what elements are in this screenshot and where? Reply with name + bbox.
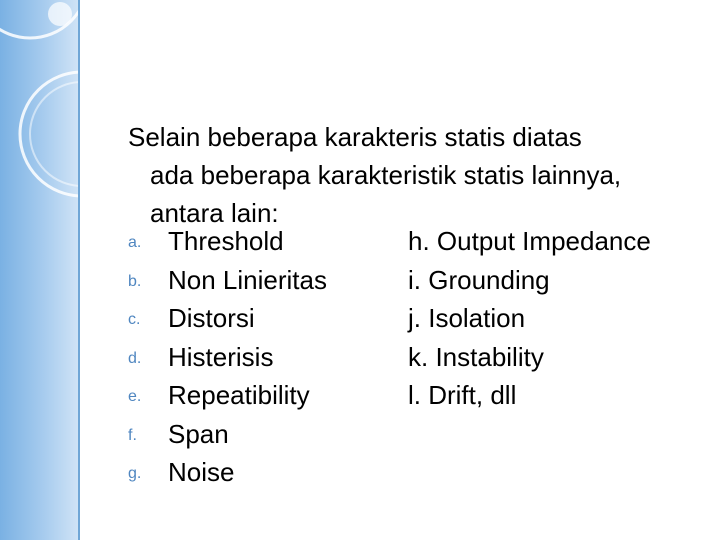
intro-line: antara lain: xyxy=(150,198,279,228)
list-item: Distorsi xyxy=(168,303,255,333)
list-item: h. Output Impedance xyxy=(408,226,651,256)
list-marker: g. xyxy=(128,465,142,482)
list-item: k. Instability xyxy=(408,341,544,372)
list-marker: c. xyxy=(128,311,141,328)
list-item: Span xyxy=(168,418,229,449)
list-item: Histerisis xyxy=(168,341,274,372)
list-item: Non Linieritas xyxy=(168,264,327,295)
list-marker: b. xyxy=(128,272,142,290)
list-item: Threshold xyxy=(168,226,284,256)
intro-line: ada beberapa karakteristik statis lainnya, xyxy=(150,160,622,190)
intro-line: Selain beberapa karakteris statis diatas xyxy=(128,122,582,152)
list-marker: d. xyxy=(128,349,142,367)
list-item: Noise xyxy=(168,457,235,487)
list-marker: f. xyxy=(128,426,137,444)
list-item: j. Isolation xyxy=(408,303,526,333)
list-marker: a. xyxy=(128,234,142,251)
list-item: Repeatibility xyxy=(168,380,310,410)
list-item: i. Grounding xyxy=(408,264,550,295)
list-marker: e. xyxy=(128,388,142,405)
list-item: l. Drift, dll xyxy=(408,380,517,410)
intro-paragraph xyxy=(128,118,708,232)
